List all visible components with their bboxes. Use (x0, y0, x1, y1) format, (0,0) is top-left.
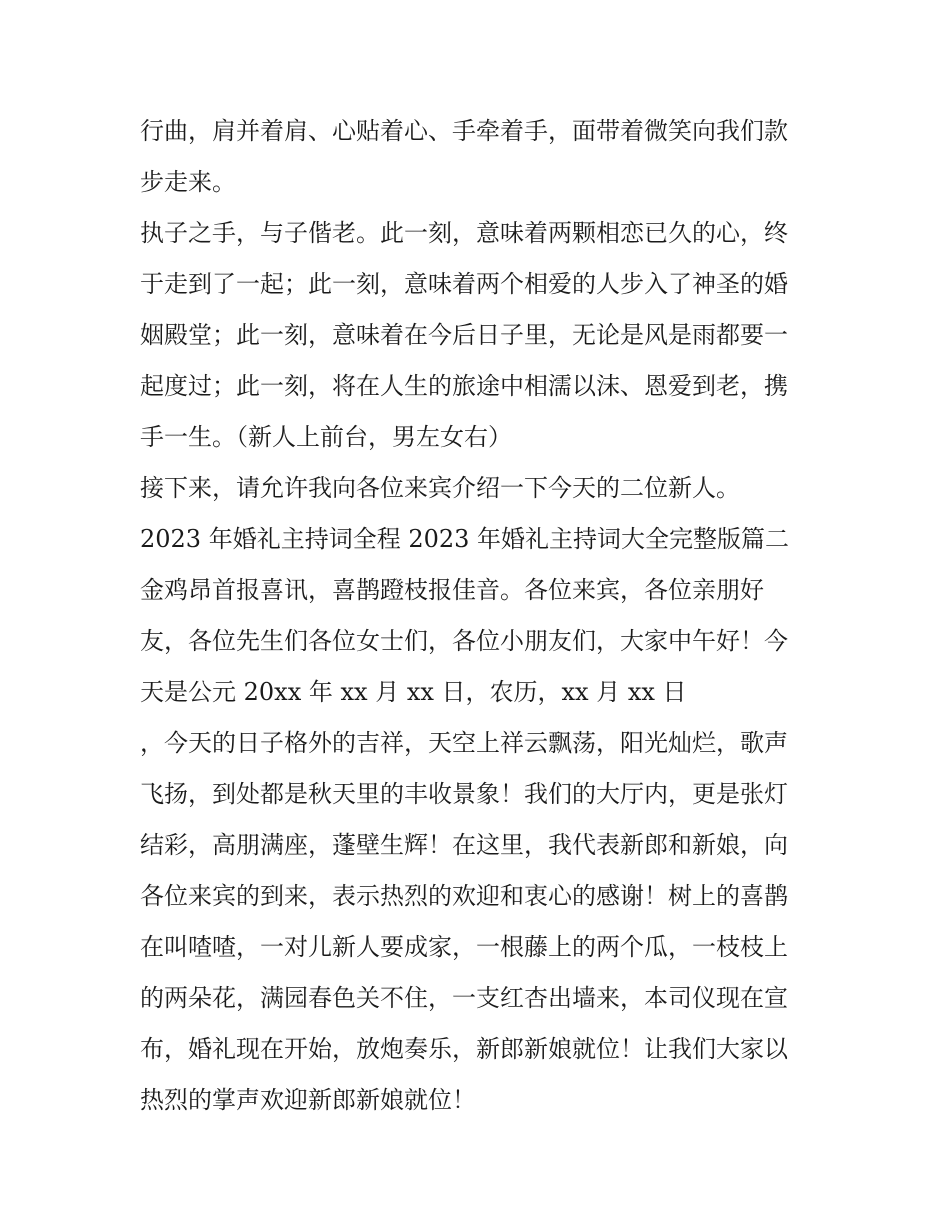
text-line: 于走到了一起；此一刻，意味着两个相爱的人步入了神圣的婚 (140, 270, 788, 298)
text-line: 执子之手，与子偕老。此一刻，意味着两颗相恋已久的心，终 (140, 219, 788, 247)
text-line: 手一生。（新人上前台，男左女右） (140, 423, 512, 451)
section-heading: 2023 年婚礼主持词全程 2023 年婚礼主持词大全完整版篇二 (140, 525, 790, 553)
text-line: 接下来，请允许我向各位来宾介绍一下今天的二位新人。 (140, 474, 740, 502)
text-line: 友，各位先生们各位女士们，各位小朋友们，大家中午好！今 (140, 627, 788, 655)
text-line: 结彩，高朋满座，蓬壁生辉！在这里，我代表新郎和新娘，向 (140, 831, 788, 859)
body-text (140, 106, 820, 1126)
text-line: 的两朵花，满园春色关不住，一支红杏出墙来，本司仪现在宣 (140, 984, 788, 1012)
text-line: 步走来。 (140, 168, 236, 196)
text-line: 起度过；此一刻，将在人生的旅途中相濡以沫、恩爱到老，携 (140, 372, 788, 400)
text-line: 天是公元 20xx 年 xx 月 xx 日，农历，xx 月 xx 日 (140, 678, 687, 706)
text-line: 各位来宾的到来，表示热烈的欢迎和衷心的感谢！树上的喜鹊 (140, 882, 788, 910)
text-line: 飞扬，到处都是秋天里的丰收景象！我们的大厅内，更是张灯 (140, 780, 788, 808)
text-line: 金鸡昂首报喜讯，喜鹊蹬枝报佳音。各位来宾，各位亲朋好 (140, 576, 764, 604)
text-line: 布，婚礼现在开始，放炮奏乐，新郎新娘就位！让我们大家以 (140, 1035, 788, 1063)
text-line: 在叫喳喳，一对儿新人要成家，一根藤上的两个瓜，一枝枝上 (140, 933, 788, 961)
text-line: 姻殿堂；此一刻，意味着在今后日子里，无论是风是雨都要一 (140, 321, 788, 349)
text-line: 热烈的掌声欢迎新郎新娘就位！ (140, 1086, 476, 1114)
text-line: ，今天的日子格外的吉祥，天空上祥云飘荡，阳光灿烂，歌声 (140, 729, 788, 757)
text-line: 行曲，肩并着肩、心贴着心、手牵着手，面带着微笑向我们款 (140, 117, 788, 145)
